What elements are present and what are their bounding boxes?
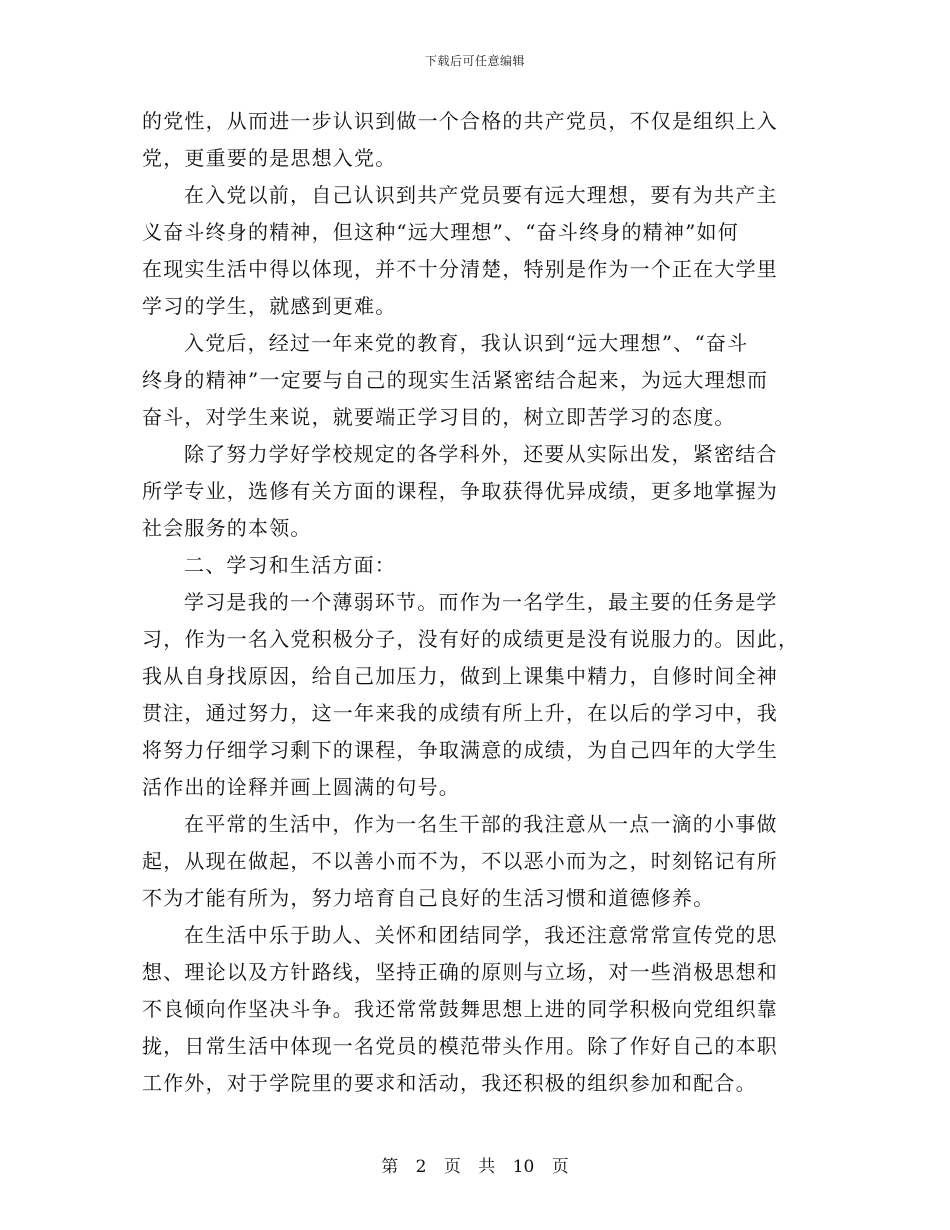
footer-current-page: 2 [415,1157,427,1177]
page-header: 下载后可任意编辑 [424,54,525,68]
text-line: 拢，日常生活中体现一名党员的模范带头作用。除了作好自己的本职 [142,1034,778,1058]
text-line: 的党性，从而进一步认识到做一个合格的共产党员，不仅是组织上入 [142,109,778,133]
text-line: 起，从现在做起，不以善小而不为，不以恶小而为之，时刻铭记有所 [142,849,778,873]
text-line: 不良倾向作坚决斗争。我还常常鼓舞思想上进的同学积极向党组织靠 [142,997,778,1021]
footer-total-word: 共 [478,1157,496,1177]
text-line: 在入党以前，自己认识到共产党员要有远大理想，要有为共产主 [184,183,778,207]
text-line: 在现实生活中得以体现，并不十分清楚，特别是作为一个正在大学里 [142,257,778,281]
footer-total-pages: 10 [512,1157,535,1177]
text-line: 党，更重要的是思想入党。 [142,146,397,170]
footer-page-word: 页 [443,1157,461,1177]
text-line: 社会服务的本领。 [142,516,312,540]
text-line: 义奋斗终身的精神，但这种“远大理想”、“奋斗终身的精神”如何 [142,220,739,244]
text-line: 终身的精神”一定要与自己的现实生活紧密结合起来，为远大理想而 [142,368,769,392]
text-line: 活作出的诠释并画上圆满的句号。 [142,775,460,799]
text-line: 除了努力学好学校规定的各学科外，还要从实际出发，紧密结合 [184,442,778,466]
footer-suffix: 页 [551,1157,569,1177]
text-line: 贯注，通过努力，这一年来我的成绩有所上升，在以后的学习中，我 [142,701,778,725]
text-line: 习，作为一名入党积极分子，没有好的成绩更是没有说服力的。因此， [142,627,800,651]
text-line: 二、学习和生活方面： [184,553,396,577]
text-line: 所学专业，选修有关方面的课程，争取获得优异成绩，更多地掌握为 [142,479,778,503]
text-line: 想、理论以及方针路线，坚持正确的原则与立场，对一些消极思想和 [142,960,778,984]
text-line: 在平常的生活中，作为一名生干部的我注意从一点一滴的小事做 [184,812,778,836]
text-line: 奋斗，对学生来说，就要端正学习目的，树立即苦学习的态度。 [142,405,736,429]
text-line: 我从自身找原因，给自己加压力，做到上课集中精力，自修时间全神 [142,664,778,688]
text-line: 学习的学生，就感到更难。 [142,294,397,318]
text-line: 在生活中乐于助人、关怀和团结同学，我还注意常常宣传党的思 [184,923,778,947]
page-footer [0,1152,950,1177]
text-line: 工作外，对于学院里的要求和活动，我还积极的组织参加和配合。 [142,1071,757,1095]
footer-prefix: 第 [381,1157,399,1177]
text-line: 不为才能有所为，努力培育自己良好的生活习惯和道德修养。 [142,886,715,910]
text-line: 学习是我的一个薄弱环节。而作为一名学生，最主要的任务是学 [184,590,778,614]
text-line: 入党后，经过一年来党的教育，我认识到“远大理想”、“奋斗 [184,331,749,355]
document-body [142,103,810,1102]
text-line: 将努力仔细学习剩下的课程，争取满意的成绩，为自己四年的大学生 [142,738,778,762]
